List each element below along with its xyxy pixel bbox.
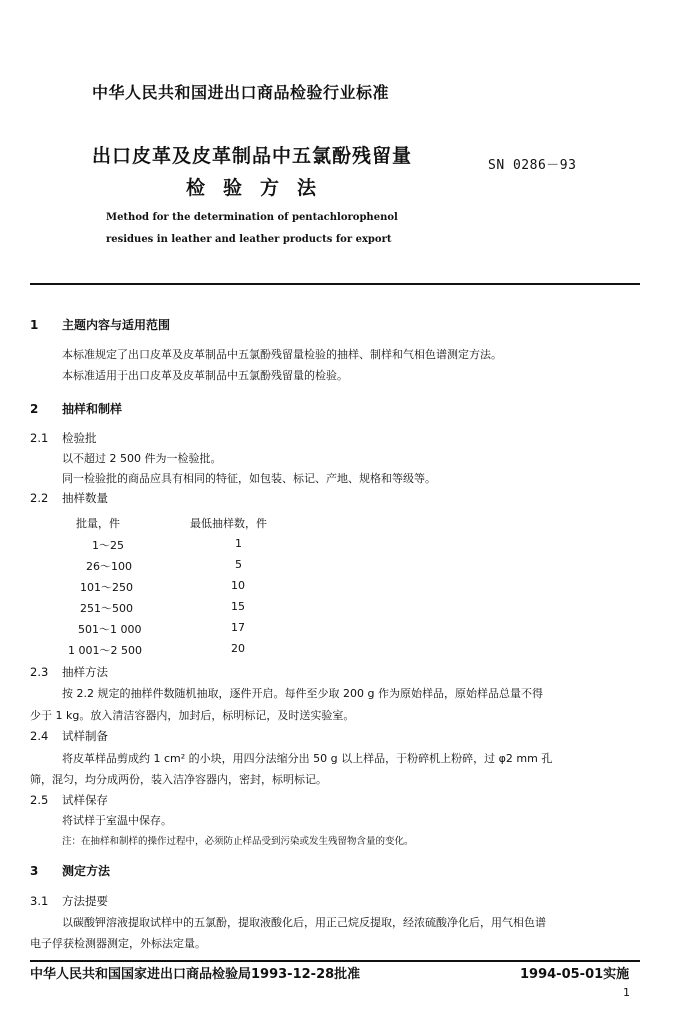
section-2-5-number: 2.5 [30,793,49,807]
table-cell-lot: 101～250 [80,581,133,594]
section-3-1-para-2: 电子俘获检测器测定，外标法定量。 [30,937,206,950]
section-1-heading [30,316,170,333]
section-3-1-para-1: 以碳酸钾溶液提取试样中的五氯酚，提取液酸化后，用正己烷反提取，经浓硫酸净化后，用气相色谱 [62,916,546,929]
table-cell-min: 10 [231,579,245,592]
table-cell-lot: 1～25 [92,539,124,552]
section-2-5-heading [30,792,108,808]
section-2-1-para-1: 以不超过 2 500 件为一检验批。 [62,452,222,465]
section-3-1-title: 方法提要 [62,894,108,908]
title-en-line2: residues in leather and leather products for export [106,234,392,245]
section-2-4-para-2: 筛，混匀，均分成两份，装入洁净容器内，密封，标明标记。 [30,773,327,786]
section-2-title: 抽样和制样 [62,402,123,416]
table-col-lot-header: 批量，件 [76,517,120,530]
table-cell-min: 5 [235,558,242,571]
header-issuer: 中华人民共和国进出口商品检验行业标准 [92,83,390,102]
table-cell-min: 15 [231,600,245,613]
page-number: 1 [623,986,630,999]
section-2-1-title: 检验批 [62,431,97,445]
section-3-title: 测定方法 [62,864,111,878]
section-2-5-note: 注：在抽样和制样的操作过程中，必须防止样品受到污染或发生残留物含量的变化。 [62,836,414,847]
section-2-1-heading [30,430,97,446]
table-cell-lot: 501～1 000 [78,623,142,636]
section-2-3-number: 2.3 [30,665,49,679]
standard-code: SN 0286－93 [488,158,577,173]
section-1-para-1: 本标准规定了出口皮革及皮革制品中五氯酚残留量检验的抽样、制样和气相色谱测定方法。 [62,348,502,361]
implementation-date: 1994-05-01实施 [520,967,630,982]
section-2-heading [30,400,122,417]
section-2-3-heading [30,664,108,680]
section-2-1-para-2: 同一检验批的商品应具有相同的特征，如包装、标记、产地、规格和等级等。 [62,472,436,485]
table-cell-min: 20 [231,642,245,655]
section-2-2-title: 抽样数量 [62,491,108,505]
section-3-number: 3 [30,864,39,878]
title-en-line1: Method for the determination of pentachlorophenol [106,212,398,223]
section-3-1-heading [30,893,108,909]
table-cell-lot: 1 001～2 500 [68,644,142,657]
section-3-1-number: 3.1 [30,894,49,908]
section-2-3-title: 抽样方法 [62,665,108,679]
table-cell-lot: 26～100 [86,560,132,573]
title-cn-line1: 出口皮革及皮革制品中五氯酚残留量 [92,145,413,167]
section-2-4-title: 试样制备 [62,729,108,743]
approval-line: 中华人民共和国国家进出口商品检验局1993-12-28批准 [30,967,361,982]
table-cell-min: 1 [235,537,242,550]
section-1-title: 主题内容与适用范围 [62,318,171,332]
section-2-4-para-1: 将皮革样品剪成约 1 cm² 的小块，用四分法缩分出 50 g 以上样品，于粉碎机上粉碎，过 φ2 mm 孔 [62,752,553,765]
section-3-heading [30,862,110,879]
section-2-5-para-1: 将试样于室温中保存。 [62,814,172,827]
top-rule [30,283,640,285]
section-2-1-number: 2.1 [30,431,49,445]
section-2-5-title: 试样保存 [62,793,108,807]
section-1-para-2: 本标准适用于出口皮革及皮革制品中五氯酚残留量的检验。 [62,369,348,382]
section-2-2-heading [30,490,108,506]
section-2-3-para-2: 少于 1 kg。放入清洁容器内，加封后，标明标记，及时送实验室。 [30,709,355,722]
table-col-min-header: 最低抽样数，件 [190,517,267,530]
section-2-3-para-1: 按 2.2 规定的抽样件数随机抽取，逐件开启。每件至少取 200 g 作为原始样品，原始样品总量不得 [62,687,543,700]
section-1-number: 1 [30,318,39,332]
section-2-4-heading [30,728,108,744]
section-2-2-number: 2.2 [30,491,49,505]
title-cn-line2: 检验方法 [186,177,335,199]
section-2-4-number: 2.4 [30,729,49,743]
table-cell-min: 17 [231,621,245,634]
bottom-rule [30,960,640,962]
section-2-number: 2 [30,402,39,416]
table-cell-lot: 251～500 [80,602,133,615]
